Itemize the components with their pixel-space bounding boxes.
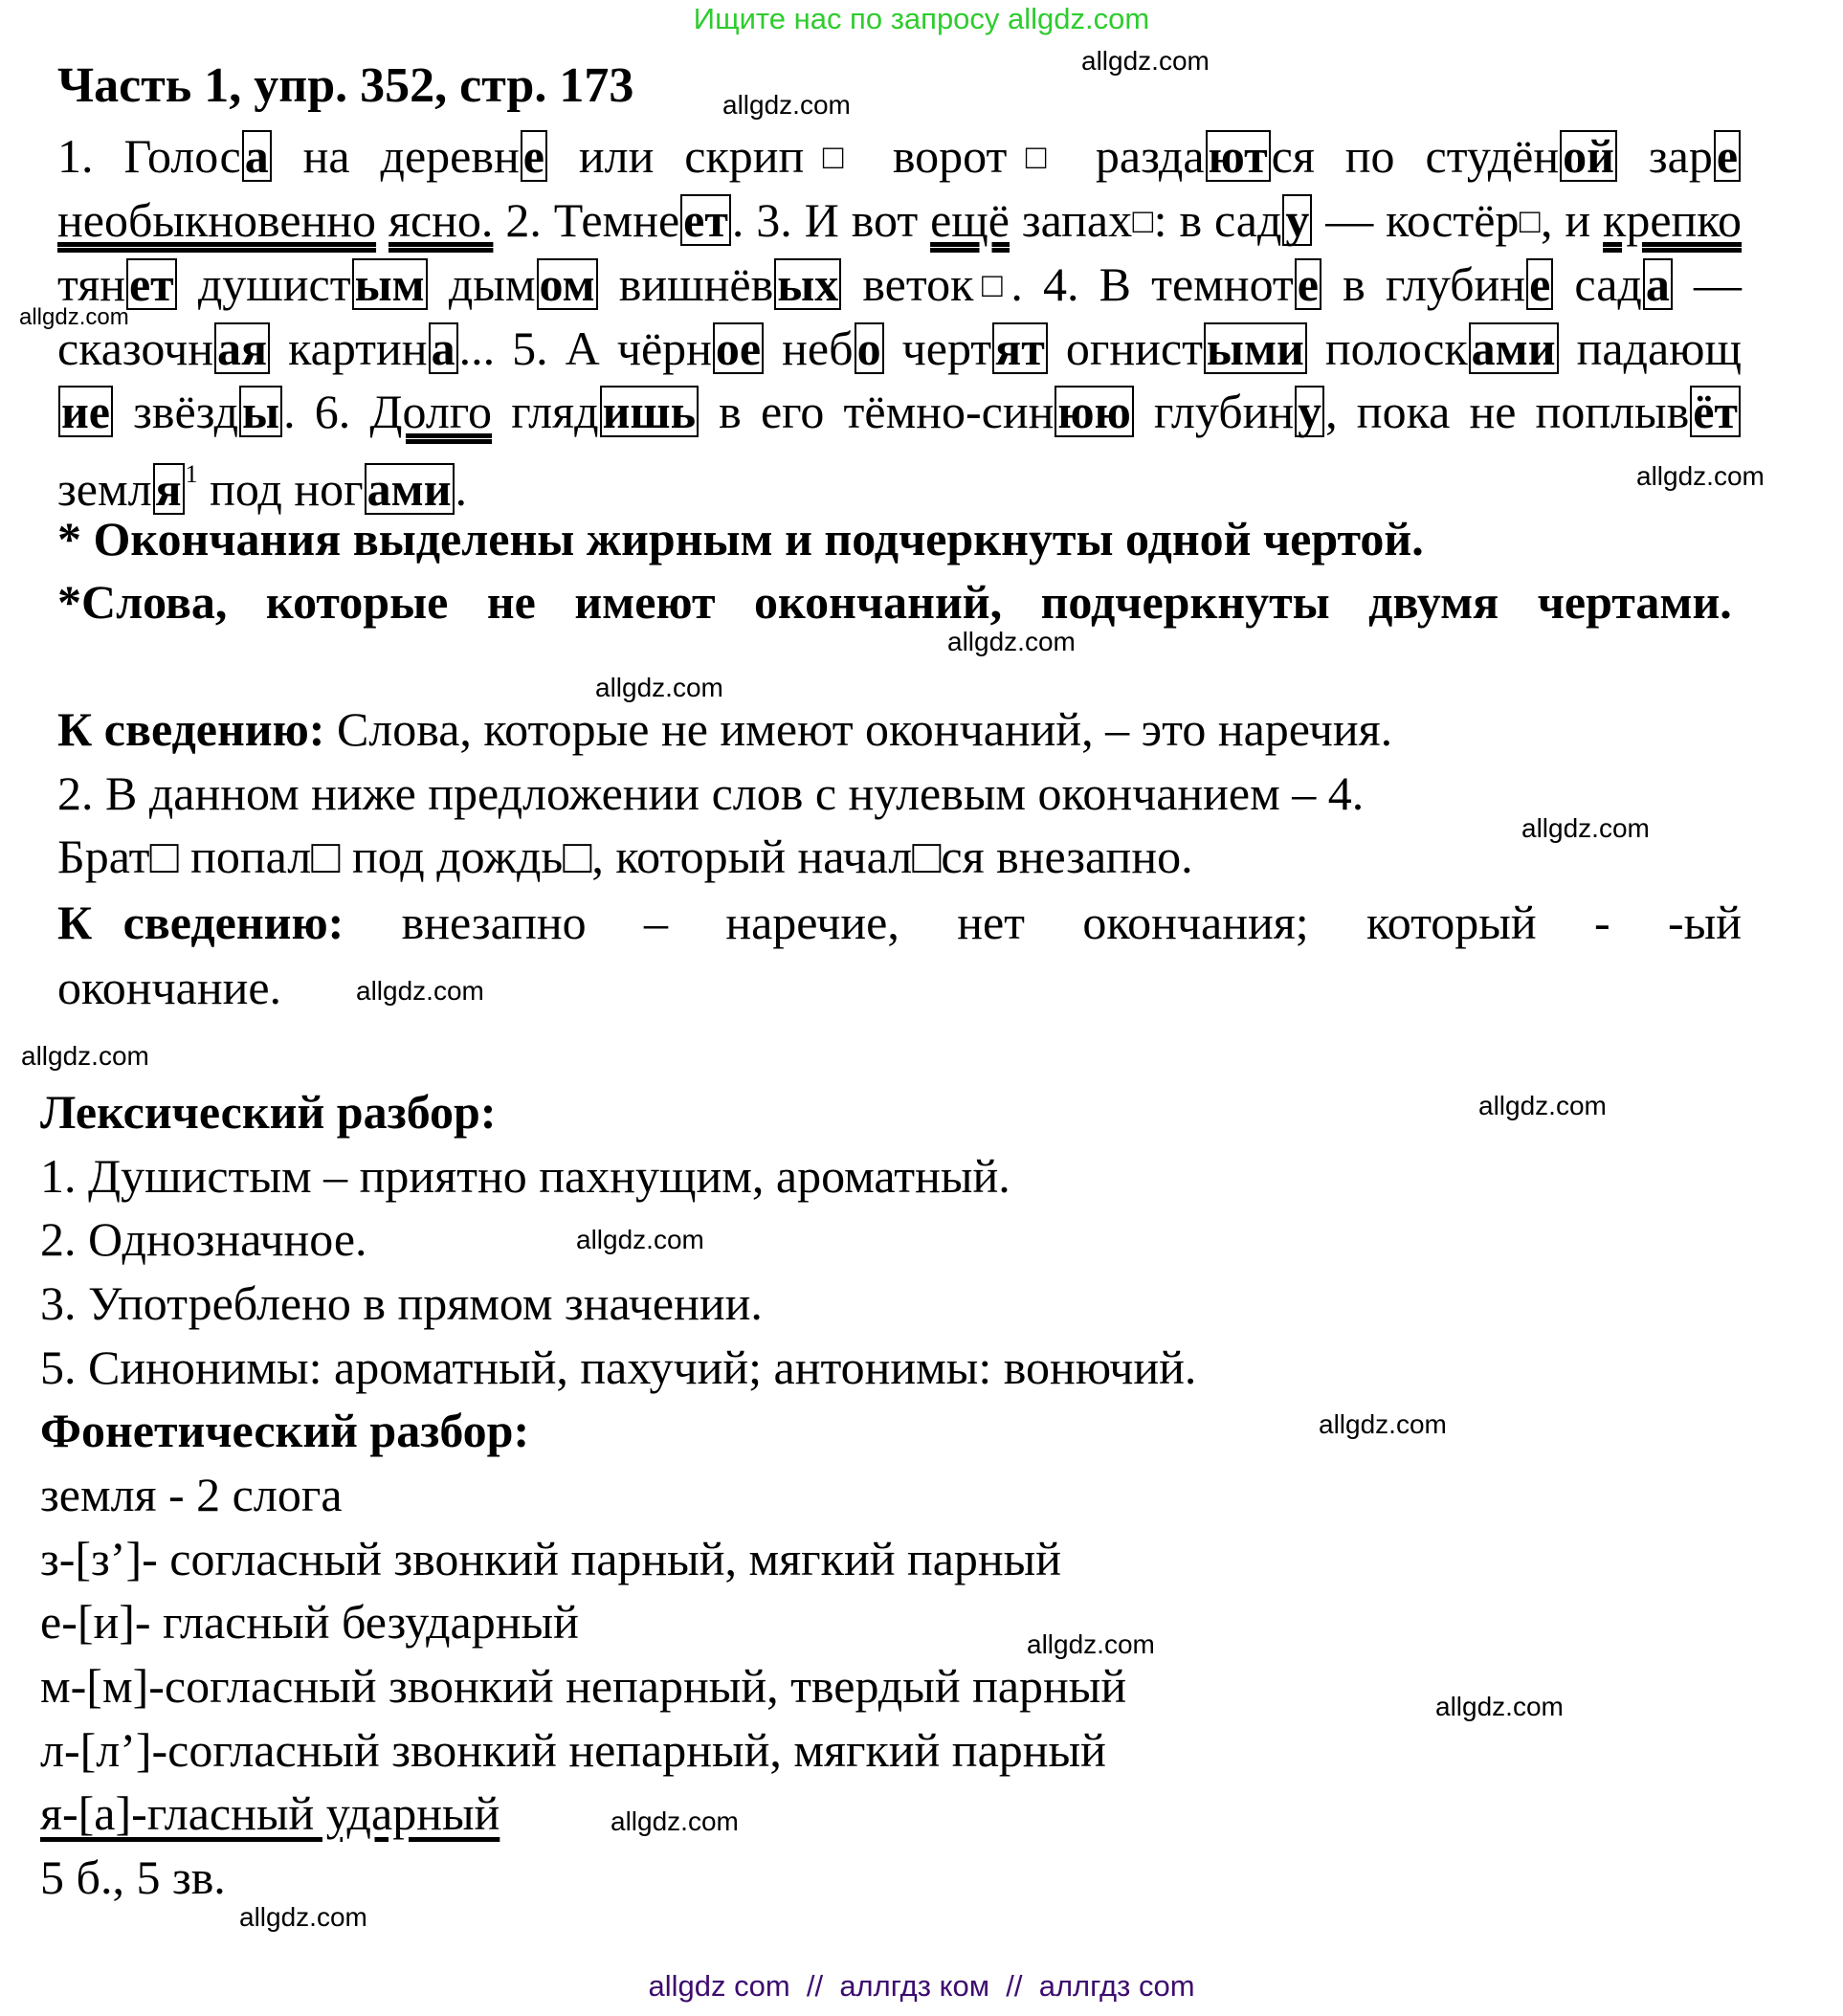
text-segment: звёзд — [114, 385, 239, 438]
text-segment: . 6. — [283, 385, 370, 438]
adverb: необыкновенно — [57, 193, 377, 247]
text-segment: ... 5. А чёрн — [458, 321, 712, 375]
watermark: allgdz.com — [1478, 1091, 1607, 1120]
info-note-2 — [57, 890, 1742, 1020]
task-2: 2. В данном ниже предложении слов с нулевым окончанием – 4. — [57, 766, 1365, 820]
text-segment: 1. Голос — [57, 129, 241, 183]
lexical-item: 2. Однозначное. — [40, 1212, 367, 1266]
watermark: allgdz.com — [356, 976, 484, 1006]
phonetic-heading: Фонетический разбор: — [40, 1404, 530, 1457]
info-text: внезапно – наречие, нет окончания; который - -ый окончание. — [57, 896, 1742, 1014]
text-segment: полоск — [1307, 321, 1468, 375]
watermark: allgdz.com — [1081, 46, 1210, 76]
text-segment: зар — [1617, 129, 1713, 183]
word-ending: ами — [365, 463, 455, 515]
watermark: allgdz.com — [1521, 813, 1650, 843]
word-ending: а — [1643, 258, 1673, 310]
watermark: allgdz.com — [21, 1041, 149, 1071]
text-segment: 2. Темне — [493, 193, 680, 247]
adverb: ясно. — [388, 193, 494, 247]
text-segment: глубин — [1134, 385, 1295, 438]
null-ending: □ — [973, 266, 1011, 304]
text-segment: , пока не поплыв — [1325, 385, 1690, 438]
text-segment: разда — [1064, 129, 1205, 183]
lexical-item: 3. Употреблено в прямом значении. — [40, 1276, 763, 1330]
text-segment: падающ — [1559, 321, 1743, 375]
text-segment: . 3. И вот — [731, 193, 931, 247]
phonetic-item: 5 б., 5 зв. — [40, 1850, 226, 1904]
phonetic-item: я-[а]-гласный ударный — [40, 1786, 500, 1840]
text-segment: вишнёв — [598, 257, 774, 311]
watermark: allgdz.com — [19, 304, 129, 330]
text-segment: — костёр — [1313, 193, 1520, 247]
word-ending: ие — [58, 386, 113, 437]
phonetic-item: л-[л’]-согласный звонкий непарный, мягкий парный — [40, 1723, 1106, 1777]
text-segment: гляд — [492, 385, 599, 438]
lexical-item: 5. Синонимы: ароматный, пахучий; антонимы: вонючий. — [40, 1340, 1197, 1394]
text-segment: . — [455, 462, 468, 516]
lexical-item: 1. Душистым – приятно пахнущим, ароматный. — [40, 1149, 1010, 1203]
text-segment: огнист — [1048, 321, 1203, 375]
adverb: ещё — [930, 193, 1010, 247]
phonetic-item: м-[м]-согласный звонкий непарный, твердый парный — [40, 1659, 1127, 1713]
text-segment: неб — [765, 321, 854, 375]
adverb: Долго — [369, 385, 493, 438]
watermark: allgdz.com — [595, 673, 723, 702]
task-2-sentence: Брат□ попал□ под дождь□, который начал□ся внезапно. — [57, 830, 1193, 883]
phonetic-item: земля - 2 слога — [40, 1468, 343, 1521]
text-segment: ворот — [861, 129, 1008, 183]
adverb: крепко — [1603, 193, 1743, 247]
text-segment: в его тёмно-син — [699, 385, 1055, 438]
watermark: allgdz.com — [947, 627, 1076, 656]
null-ending: □ — [804, 138, 862, 176]
word-ending: ет — [126, 258, 177, 310]
null-ending: □ — [1007, 138, 1065, 176]
text-segment: . 4. В темнот — [1010, 257, 1294, 311]
text-segment: сад — [1554, 257, 1642, 311]
info-text: Слова, которые не имеют окончаний, – это наречия. — [324, 702, 1393, 756]
word-ending: ят — [992, 322, 1048, 374]
word-ending: ыми — [1204, 322, 1307, 374]
superscript: 1 — [185, 460, 198, 488]
word-ending: ой — [1560, 130, 1617, 182]
word-ending: ишь — [600, 386, 699, 437]
text-segment: : в сад — [1153, 193, 1282, 247]
word-ending: ых — [774, 258, 841, 310]
word-ending: о — [855, 322, 884, 374]
watermark: allgdz.com — [239, 1902, 367, 1932]
info-label: К сведению: — [57, 896, 344, 949]
watermark: allgdz.com — [1435, 1692, 1564, 1721]
info-label: К сведению: — [57, 702, 325, 756]
word-ending: ёт — [1690, 386, 1741, 437]
watermark: allgdz.com — [1636, 461, 1765, 491]
text-segment — [376, 193, 389, 247]
watermark: allgdz.com — [611, 1806, 739, 1836]
text-segment: в глубин — [1321, 257, 1526, 311]
watermark: allgdz.com — [722, 90, 851, 120]
word-ending: ами — [1469, 322, 1559, 374]
word-ending: ом — [537, 258, 598, 310]
text-segment: под ног — [197, 462, 364, 516]
exercise-text — [57, 124, 1742, 521]
null-ending: □ — [1519, 202, 1541, 240]
site-banner: allgdz com // аллгдз ком // аллгдз com — [648, 1969, 1195, 2003]
text-segment: , и — [1540, 193, 1604, 247]
text-segment: дым — [428, 257, 536, 311]
page-title: Часть 1, упр. 352, стр. 173 — [57, 58, 634, 113]
watermark: allgdz.com — [1319, 1409, 1447, 1439]
word-ending: у — [1282, 194, 1312, 246]
word-ending: ы — [239, 386, 282, 437]
word-ending: я — [153, 463, 185, 515]
text-segment: или скрип — [547, 129, 805, 183]
word-ending: е — [1714, 130, 1741, 182]
word-ending: а — [242, 130, 272, 182]
word-ending: у — [1295, 386, 1324, 437]
phonetic-item: з-[з’]- согласный звонкий парный, мягкий парный — [40, 1532, 1062, 1585]
info-note-1 — [57, 701, 1392, 757]
text-segment: земл — [57, 462, 152, 516]
text-segment: — сказочн — [57, 257, 1742, 375]
lexical-heading: Лексический разбор: — [40, 1085, 497, 1139]
word-ending: а — [429, 322, 458, 374]
text-segment: картин — [271, 321, 428, 375]
endings-note: * Окончания выделены жирным и подчеркнуты одной чертой. — [57, 512, 1424, 565]
word-ending: е — [1295, 258, 1321, 310]
watermark: allgdz.com — [1027, 1629, 1155, 1659]
phonetic-item: е-[и]- гласный безударный — [40, 1595, 579, 1649]
word-ending: ая — [214, 322, 270, 374]
text-segment: веток — [842, 257, 974, 311]
search-banner: Ищите нас по запросу allgdz.com — [693, 2, 1150, 35]
no-endings-note: *Слова, которые не имеют окончаний, подчеркнуты двумя чертами. — [57, 575, 1732, 629]
word-ending: ют — [1206, 130, 1271, 182]
text-segment: запах — [1009, 193, 1133, 247]
text-segment: черт — [884, 321, 992, 375]
word-ending: е — [521, 130, 547, 182]
word-ending: ым — [352, 258, 428, 310]
text-segment: на деревн — [272, 129, 520, 183]
word-ending: юю — [1055, 386, 1133, 437]
word-ending: ет — [680, 194, 731, 246]
null-ending: □ — [1132, 202, 1154, 240]
text-segment: ся по студён — [1271, 129, 1560, 183]
word-ending: е — [1526, 258, 1553, 310]
text-segment: тян — [57, 257, 125, 311]
word-ending: ое — [713, 322, 764, 374]
watermark: allgdz.com — [576, 1225, 704, 1254]
text-segment: душист — [177, 257, 351, 311]
